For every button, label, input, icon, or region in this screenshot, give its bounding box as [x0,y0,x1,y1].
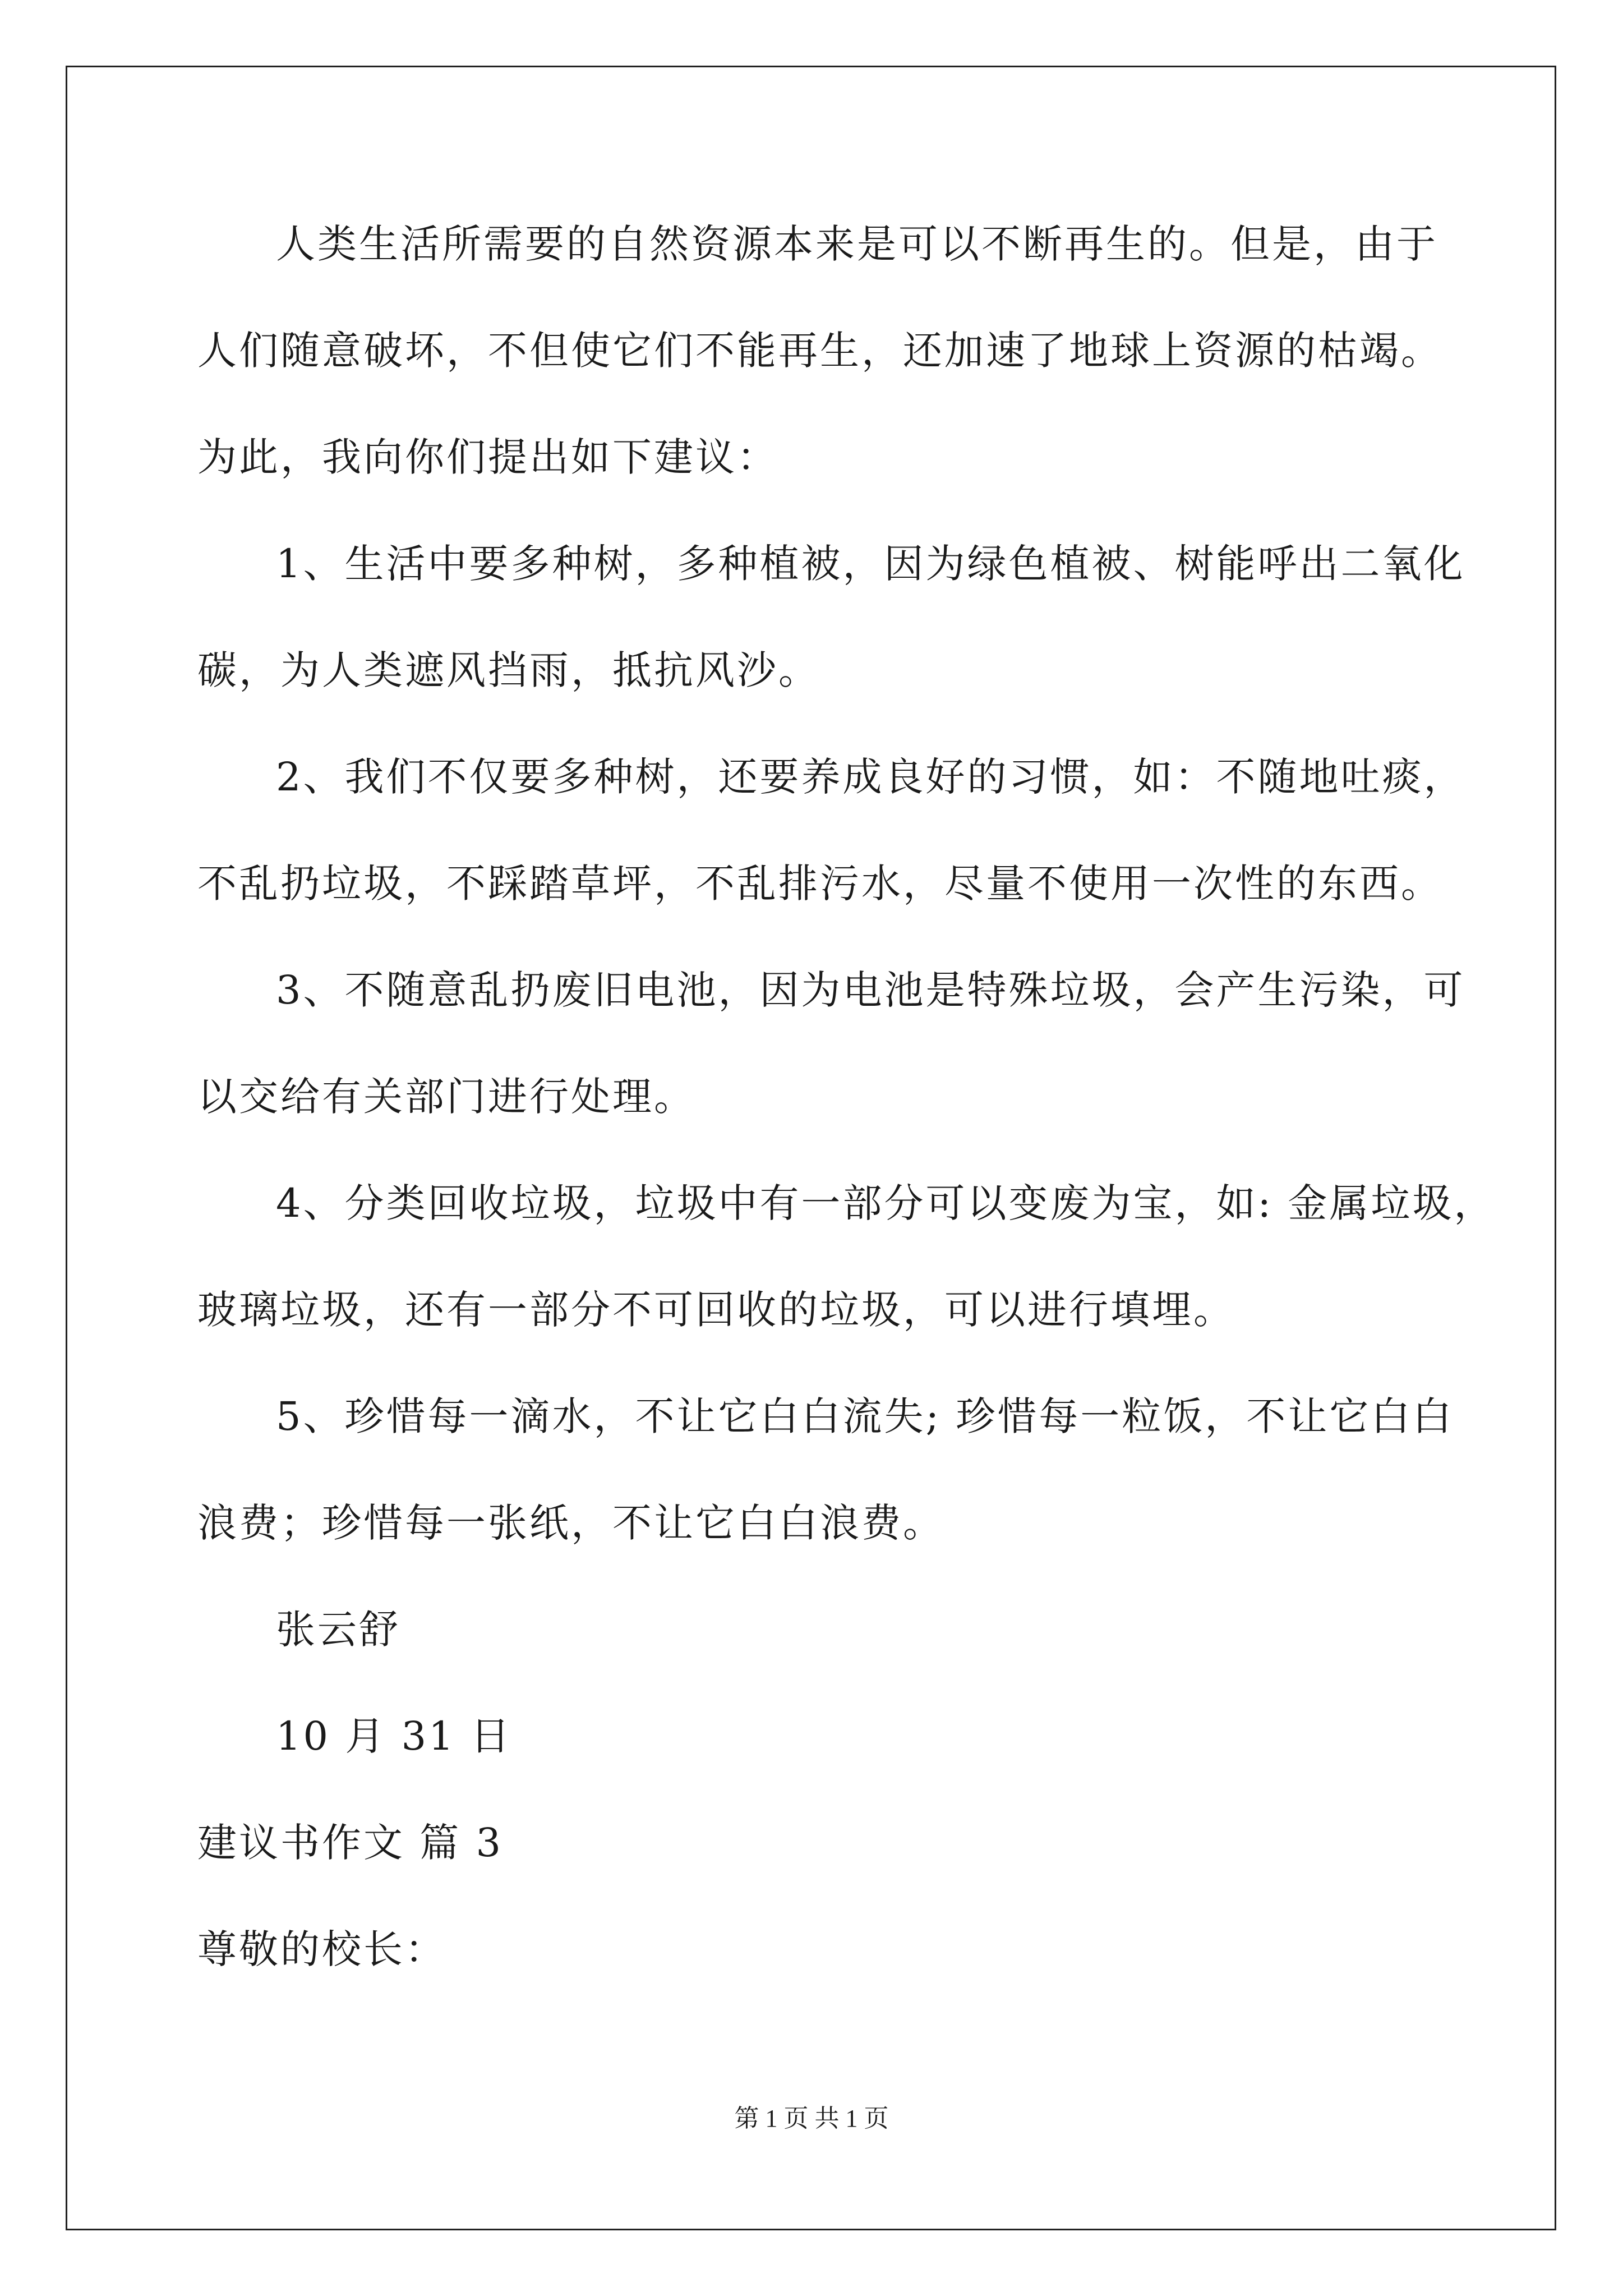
page-number-footer: 第 1 页 共 1 页 [734,2105,889,2132]
text-line: 5、珍惜每一滴水，不让它白白流失; 珍惜每一粒饭，不让它白白 [276,1393,1454,1439]
text-line: 人们随意破坏，不但使它们不能再生，还加速了地球上资源的枯竭。 [197,328,1442,374]
text-line: 玻璃垃圾，还有一部分不可回收的垃圾，可以进行填埋。 [197,1287,1235,1333]
signature-date: 10 月 31 日 [276,1713,512,1759]
text-line: 不乱扔垃圾，不踩踏草坪，不乱排污水，尽量不使用一次性的东西。 [197,861,1442,907]
text-line: 浪费；珍惜每一张纸，不让它白白浪费。 [197,1500,944,1546]
signature-name: 张云舒 [276,1607,400,1653]
page-border [66,66,1556,2230]
text-line: 4、分类回收垃圾，垃圾中有一部分可以变废为宝，如: 金属垃圾， [276,1180,1496,1226]
text-line: 1、生活中要多种树，多种植被，因为绿色植被、树能呼出二氧化 [276,541,1465,587]
text-line: 为此，我向你们提出如下建议： [197,434,778,480]
section-heading: 建议书作文 篇 3 [197,1820,504,1866]
text-line: 碳，为人类遮风挡雨，抵抗风沙。 [197,647,820,693]
text-line: 以交给有关部门进行处理。 [197,1074,695,1120]
text-line: 3、不随意乱扔废旧电池，因为电池是特殊垃圾，会产生污染，可 [276,967,1465,1013]
text-line: 2、我们不仅要多种树，还要养成良好的习惯，如：不随地吐痰， [276,754,1465,800]
text-line: 人类生活所需要的自然资源本来是可以不断再生的。但是，由于 [276,221,1438,267]
salutation: 尊敬的校长： [197,1926,446,1972]
